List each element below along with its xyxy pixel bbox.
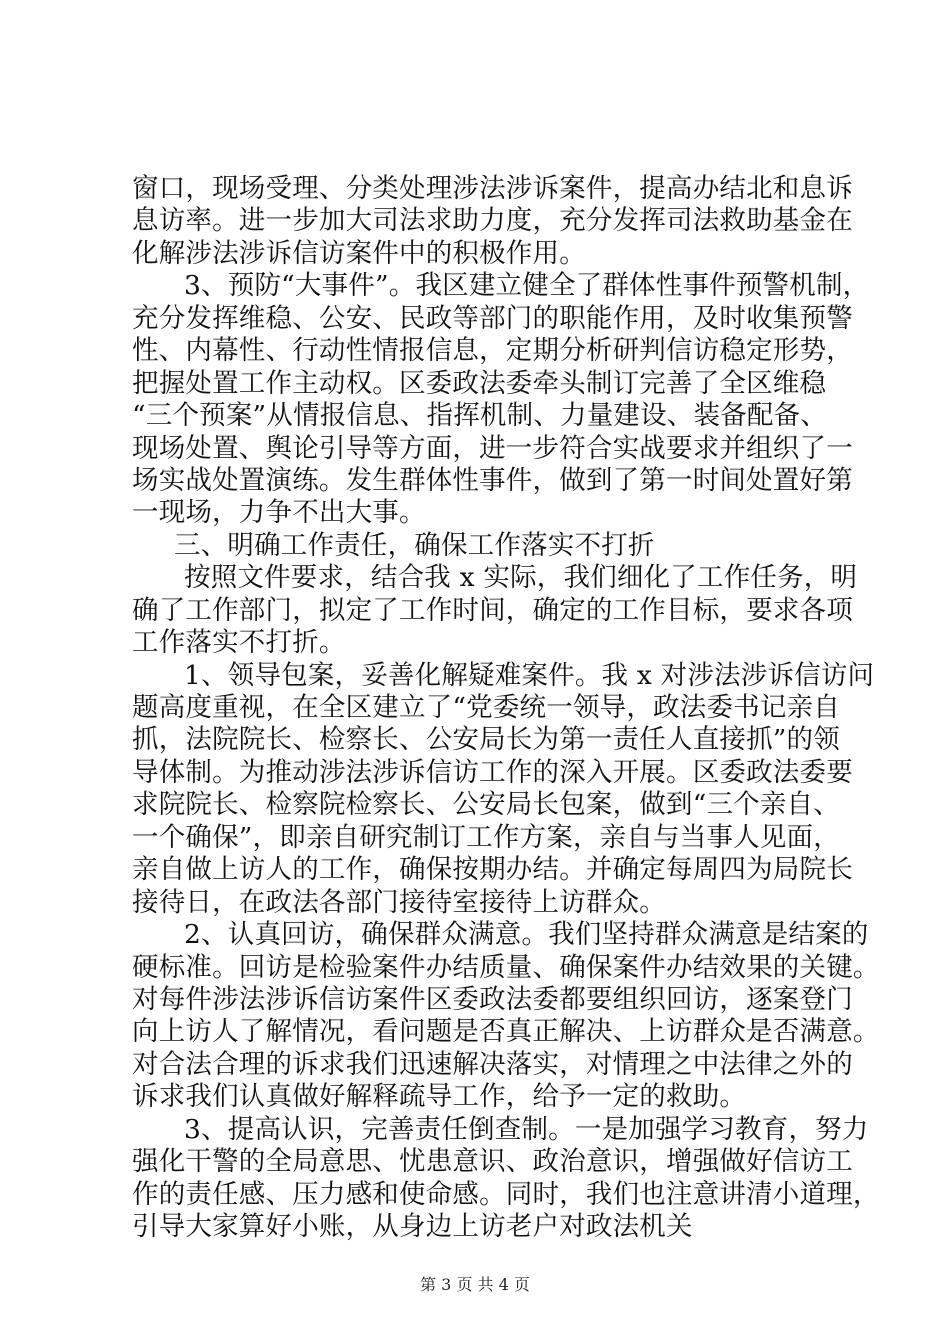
text-line: 窗口，现场受理、分类处理涉法涉诉案件，提高办结北和息诉 (132, 173, 853, 204)
text-line: 现场处置、舆论引导等方面，进一步符合实战要求并组织了一 (132, 432, 853, 464)
text-line: 化解涉法涉诉信访案件中的积极作用。 (132, 237, 586, 269)
text-line: 息访率。进一步加大司法求助力度，充分发挥司法救助基金在 (132, 205, 853, 237)
text-line: 确了工作部门，拟定了工作时间，确定的工作目标，要求各项 (132, 594, 853, 626)
paragraph-start-line: 3、提高认识，完善责任倒查制。一是加强学习教育，努力 (184, 1113, 869, 1145)
text-line: 工作落实不打折。 (132, 627, 346, 659)
text-line: 一现场，力争不出大事。 (132, 497, 426, 529)
text-line: 硬标准。回访是检验案件办结质量、确保案件办结效果的关键。 (132, 951, 880, 983)
paragraph-start-line: 按照文件要求，结合我 x 实际，我们细化了工作任务，明 (184, 562, 858, 594)
text-line: 亲自做上访人的工作，确保按期办结。并确定每周四为局院长 (132, 854, 853, 886)
text-line: 充分发挥维稳、公安、民政等部门的职能作用，及时收集预警 (132, 302, 853, 334)
text-line: 求院院长、检察院检察长、公安局长包案，做到“三个亲自、 (132, 789, 840, 821)
paragraph-start-line: 3、预防“大事件”。我区建立健全了群体性事件预警机制， (184, 270, 870, 302)
text-line: 引导大家算好小账，从身边上访老户对政法机关 (132, 1211, 693, 1242)
text-line: 导体制。为推动涉法涉诉信访工作的深入开展。区委政法委要 (132, 756, 853, 788)
text-line: 诉求我们认真做好解释疏导工作，给予一定的救助。 (132, 1081, 747, 1113)
text-line: “三个预案”从情报信息、指挥机制、力量建设、装备配备、 (132, 400, 827, 432)
paragraph-start-line: 1、领导包案，妥善化解疑难案件。我 x 对涉法涉诉信访问 (184, 659, 875, 691)
text-line: 向上访人了解情况，看问题是否真正解决、上访群众是否满意。 (132, 1016, 880, 1048)
text-line: 对每件涉法涉诉信访案件区委政法委都要组织回访，逐案登门 (132, 983, 853, 1015)
text-line: 题高度重视，在全区建立了“党委统一领导，政法委书记亲自 (132, 692, 840, 723)
paragraph-start-line: 2、认真回访，确保群众满意。我们坚持群众满意是结案的 (184, 919, 869, 951)
text-line: 作的责任感、压力感和使命感。同时，我们也注意讲清小道理， (132, 1178, 880, 1210)
text-line: 强化干警的全局意思、忧患意识、政治意识，增强做好信访工 (132, 1146, 853, 1178)
text-line: 场实战处置演练。发生群体性事件，做到了第一时间处置好第 (132, 464, 853, 496)
text-line: 性、内幕性、行动性情报信息，定期分析研判信访稳定形势， (132, 335, 853, 367)
text-line: 抓，法院院长、检察长、公安局长为第一责任人直接抓”的领 (132, 724, 840, 756)
text-line: 对合法合理的诉求我们迅速解决落实，对情理之中法律之外的 (132, 1048, 853, 1080)
text-line: 把握处置工作主动权。区委政法委牵头制订完善了全区维稳 (132, 367, 827, 399)
section-heading: 三、明确工作责任，确保工作落实不打折 (174, 529, 655, 561)
text-line: 接待日，在政法各部门接待室接待上访群众。 (132, 886, 666, 918)
page-number-footer: 第 3 页 共 4 页 (420, 1275, 530, 1294)
body-text (132, 173, 880, 1243)
text-line: 一个确保”，即亲自研究制订工作方案，亲自与当事人见面， (132, 821, 840, 853)
